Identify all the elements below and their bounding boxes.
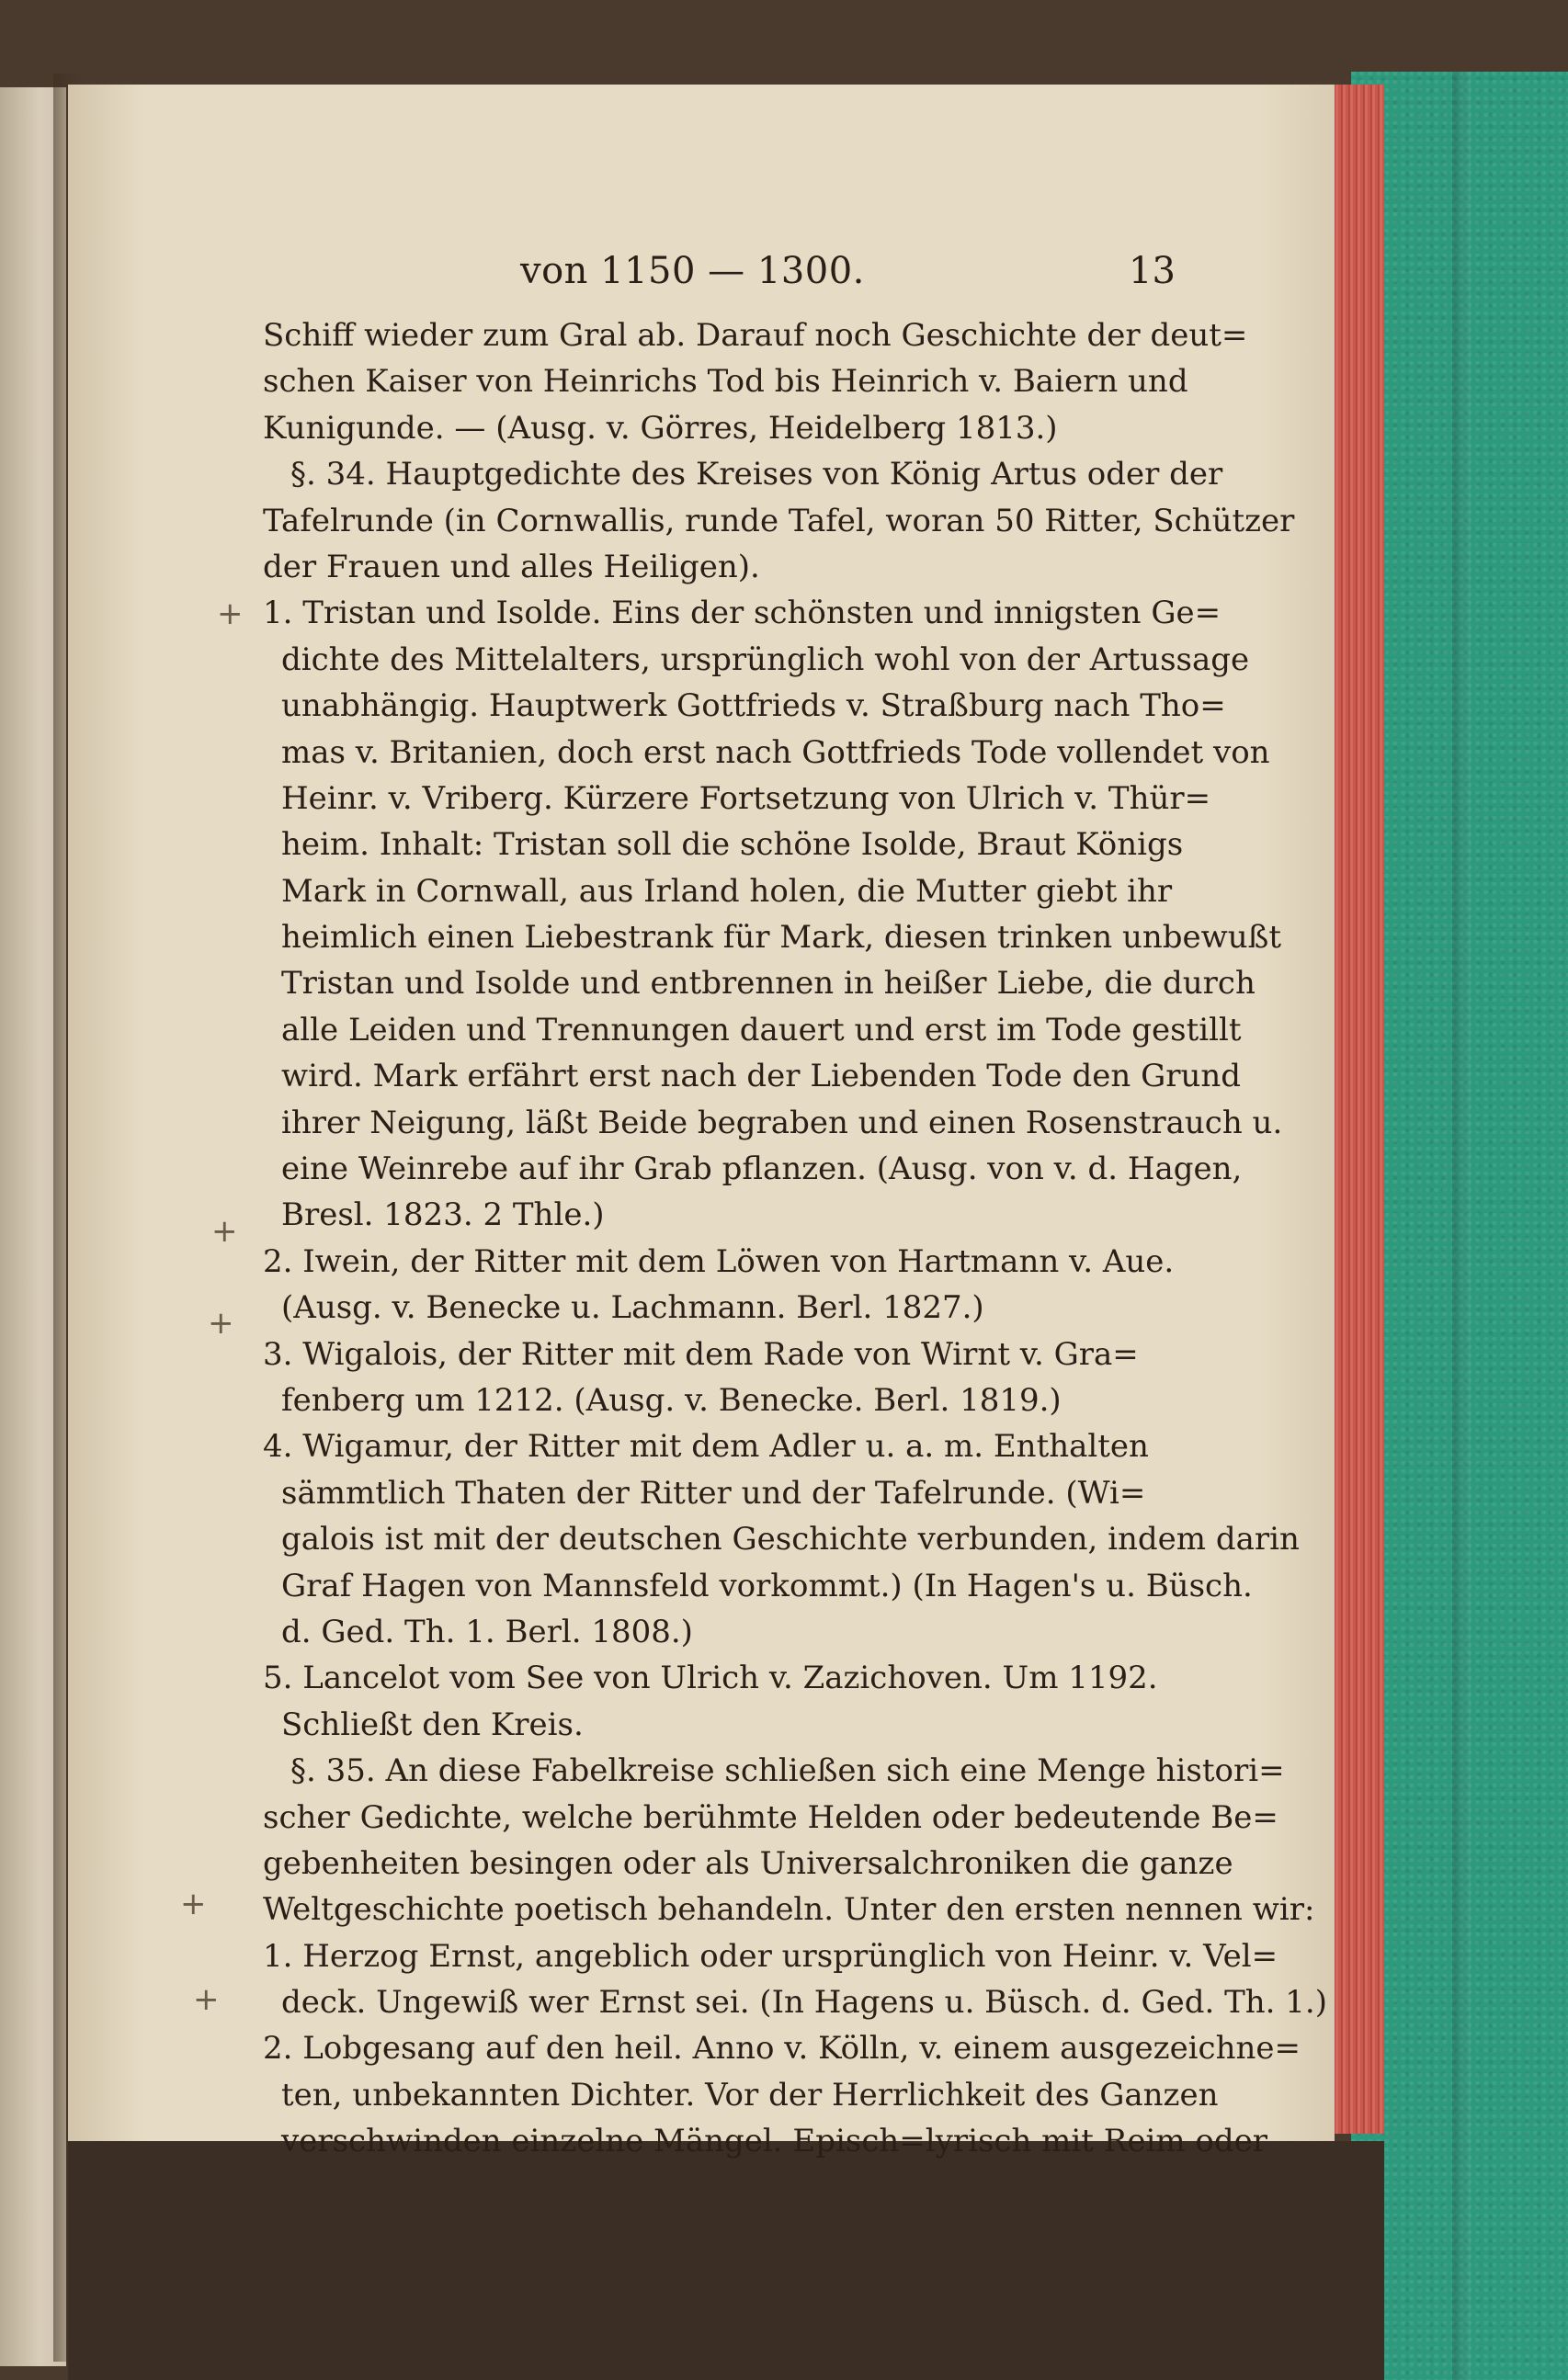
text-line: Bresl. 1823. 2 Thle.) (281, 1196, 605, 1234)
background-surface (68, 2141, 1384, 2380)
text-line: heim. Inhalt: Tristan soll die schöne Isolde, Braut Königs (281, 826, 1184, 864)
text-line: deck. Ungewiß wer Ernst sei. (In Hagens u. Büsch. d. Ged. Th. 1.) (281, 1984, 1328, 2022)
margin-cross-mark: + (211, 1213, 238, 1250)
text-line: verschwinden einzelne Mängel. Episch=lyrisch mit Reim oder (281, 2123, 1267, 2160)
margin-cross-mark: + (193, 1981, 220, 2018)
text-line: (Ausg. v. Benecke u. Lachmann. Berl. 1827.) (281, 1289, 984, 1327)
page-number: 13 (1129, 250, 1176, 292)
text-line: mas v. Britanien, doch erst nach Gottfrieds Tode vollendet von (281, 733, 1270, 771)
text-line: 4. Wigamur, der Ritter mit dem Adler u. a. m. Enthalten (263, 1428, 1149, 1466)
margin-cross-mark: + (208, 1305, 234, 1342)
text-line: der Frauen und alles Heiligen). (263, 548, 760, 585)
margin-cross-mark: + (217, 595, 244, 632)
text-line: wird. Mark erfährt erst nach der Liebenden Tode den Grund (281, 1058, 1242, 1095)
text-line: 1. Tristan und Isolde. Eins der schönsten und innigsten Ge= (263, 595, 1221, 632)
text-line: 5. Lancelot vom See von Ulrich v. Zazichoven. Um 1192. (263, 1660, 1158, 1697)
margin-cross-mark: + (180, 1886, 207, 1922)
text-line: 3. Wigalois, der Ritter mit dem Rade von Wirnt v. Gra= (263, 1335, 1139, 1373)
cover-shadow (1452, 72, 1471, 2380)
page-edges (1331, 85, 1384, 2134)
text-line: galois ist mit der deutschen Geschichte verbunden, indem darin (281, 1521, 1300, 1558)
text-line: heimlich einen Liebestrank für Mark, diesen trinken unbewußt (281, 919, 1282, 957)
text-line: §. 35. An diese Fabelkreise schließen sich eine Menge histori= (290, 1752, 1285, 1790)
text-line: scher Gedichte, welche berühmte Helden oder bedeutende Be= (263, 1798, 1278, 1836)
body-text (263, 312, 1328, 2165)
page-header-title: von 1150 — 1300. (520, 250, 865, 292)
text-line: ten, unbekannten Dichter. Vor der Herrlichkeit des Ganzen (281, 2076, 1219, 2114)
text-line: gebenheiten besingen oder als Universalchroniken die ganze (263, 1844, 1233, 1882)
text-line: unabhängig. Hauptwerk Gottfrieds v. Straßburg nach Tho= (281, 687, 1226, 725)
text-line: 1. Herzog Ernst, angeblich oder ursprünglich von Heinr. v. Vel= (263, 1937, 1278, 1975)
text-line: 2. Iwein, der Ritter mit dem Löwen von Hartmann v. Aue. (263, 1242, 1175, 1280)
text-line: eine Weinrebe auf ihr Grab pflanzen. (Ausg. von v. d. Hagen, (281, 1150, 1243, 1188)
text-line: d. Ged. Th. 1. Berl. 1808.) (281, 1613, 693, 1650)
text-line: Mark in Cornwall, aus Irland holen, die Mutter giebt ihr (281, 872, 1173, 910)
text-line: schen Kaiser von Heinrichs Tod bis Heinrich v. Baiern und (263, 363, 1188, 401)
text-line: alle Leiden und Trennungen dauert und erst im Tode gestillt (281, 1011, 1242, 1048)
text-line: 2. Lobgesang auf den heil. Anno v. Kölln, v. einem ausgezeichne= (263, 2030, 1301, 2068)
text-line: Kunigunde. — (Ausg. v. Görres, Heidelberg 1813.) (263, 409, 1058, 447)
text-line: Graf Hagen von Mannsfeld vorkommt.) (In Hagen's u. Büsch. (281, 1567, 1253, 1604)
text-line: §. 34. Hauptgedichte des Kreises von König Artus oder der (290, 456, 1223, 493)
text-line: ihrer Neigung, läßt Beide begraben und einen Rosenstrauch u. (281, 1104, 1283, 1141)
text-line: Tristan und Isolde und entbrennen in heißer Liebe, die durch (281, 965, 1256, 1003)
text-line: Heinr. v. Vriberg. Kürzere Fortsetzung von Ulrich v. Thür= (281, 779, 1211, 817)
text-line: Weltgeschichte poetisch behandeln. Unter den ersten nennen wir: (263, 1891, 1315, 1929)
text-line: Tafelrunde (in Cornwallis, runde Tafel, woran 50 Ritter, Schützer (263, 502, 1295, 539)
text-line: sämmtlich Thaten der Ritter und der Tafelrunde. (Wi= (281, 1474, 1146, 1512)
text-line: Schiff wieder zum Gral ab. Darauf noch Geschichte der deut= (263, 317, 1248, 354)
text-line: Schließt den Kreis. (281, 1706, 584, 1743)
text-line: dichte des Mittelalters, ursprünglich wohl von der Artussage (281, 640, 1250, 678)
text-line: fenberg um 1212. (Ausg. v. Benecke. Berl. 1819.) (281, 1381, 1062, 1419)
